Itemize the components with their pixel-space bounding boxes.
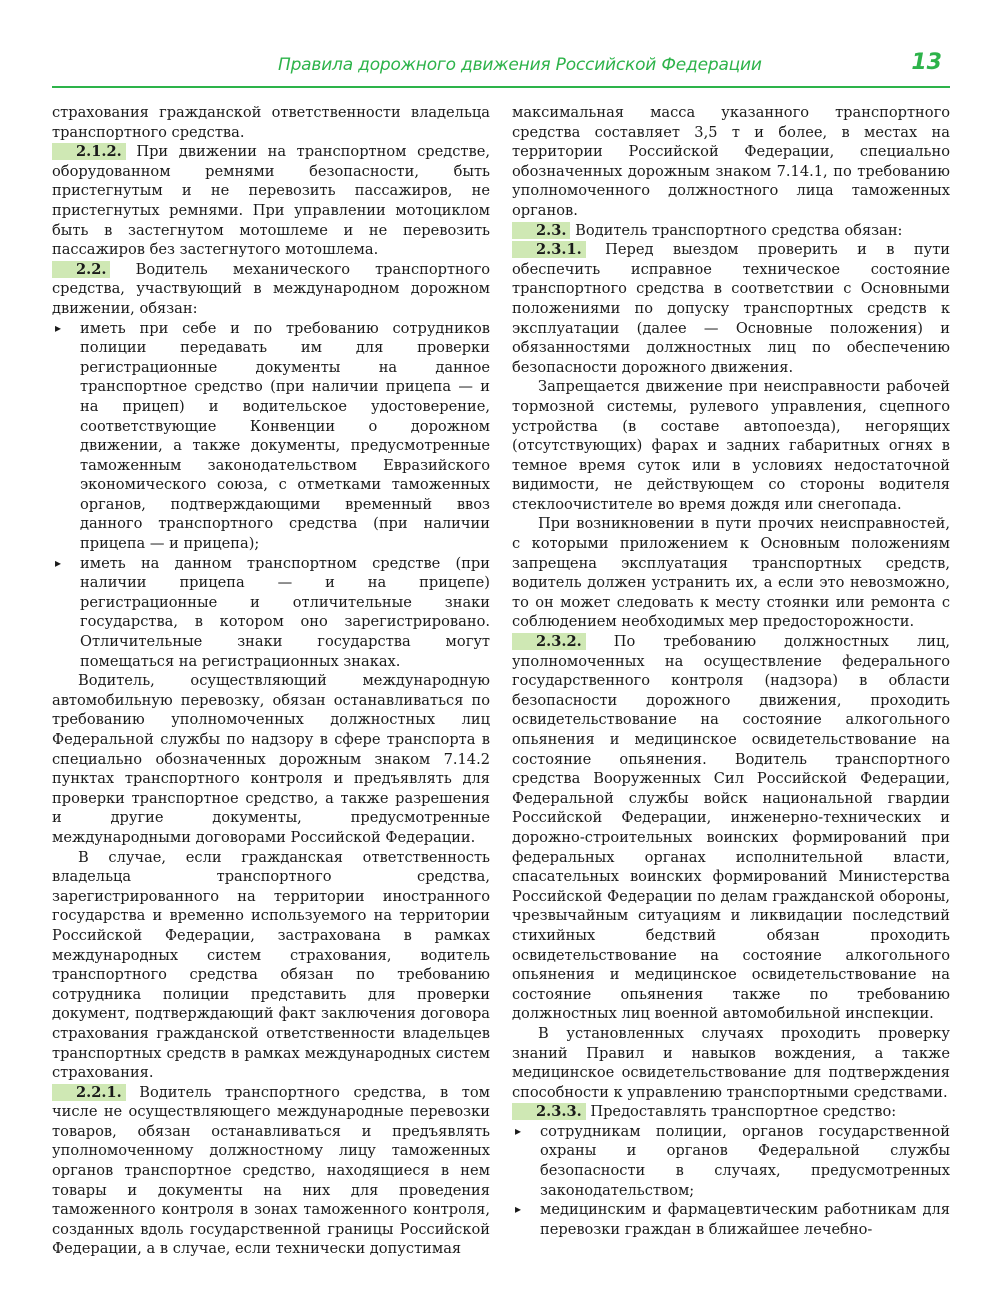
page-header [0, 0, 1000, 90]
list-item-text: иметь при себе и по требованию сотрудников полиции передавать им для проверки регистрационные документы на данное транспортное средство (при наличии прицепа — и на прицеп) и водительское удостоверение, соответствующие Конвенции о дорожном движении, а также документы, предусмотренные таможенным законодательством Евразийского экономического союза, с отметками таможенных органов, подтверждающими временный ввоз данного транспортного средства (при наличии прицепа — и прицепа); [80, 319, 490, 553]
section-number: 2.2.1. [52, 1084, 126, 1101]
section-number: 2.3.2. [512, 633, 586, 650]
list-item [52, 554, 490, 672]
section-number: 2.3.3. [512, 1103, 586, 1120]
paragraph-text: Водитель транспортного средства, в том числе не осуществляющего международные перевозки товаров, обязан останавливаться и предъявлять уполномоченному должностному лицу таможенных органов транспортное средство, находящиеся в нем товары и документы на них для проведения таможенного контроля в зонах таможенного контроля, созданных вдоль государственной границы Российской Федерации, а в случае, если технически допустимая [52, 1083, 490, 1258]
triangle-bullet-icon: ▸ [515, 1123, 522, 1138]
paragraph: Водитель, осуществляющий международную автомобильную перевозку, обязан останавливаться по требованию уполномоченных должностных лиц Федеральной службы по надзору в сфере транспорта в специально обозначенных дорожным знаком 7.14.2 пунктах транспортного контроля и предъявлять для проверки транспортное средство, а также разрешения и другие документы, предусмотренные международными договорами Российской Федерации. [52, 672, 490, 846]
paragraph-text: По требованию должностных лиц, уполномоченных на осуществление федерального государственного контроля (надзора) в области безопасности дорожного движения, проходить освидетельствование на состояние алкогольного опьянения и медицинское освидетельствование на состояние опьянения. Водитель транспортного средства Вооруженных Сил Российской Федерации, Федеральной службы войск национальной гвардии Российской Федерации, инженерно-технических и дорожно-строительных воинских формирований при федеральных органах исполнительной власти, спасательных воинских формирований Министерства Российской Федерации по делам гражданской обороны, чрезвычайным ситуациям и ликвидации последствий стихийных бедствий обязан проходить освидетельствование на состояние алкогольного опьянения и медицинское освидетельствование на состояние опьянения также по требованию должностных лиц военной автомобильной инспекции. [512, 633, 950, 1023]
list-item-text: иметь на данном транспортном средстве (при наличии прицепа — и на прицепе) регистрационные и отличительные знаки государства, в котором оно зарегистрировано. Отличительные знаки государства могут помещаться на регистрационных знаках. [80, 554, 490, 670]
section-number: 2.3.1. [512, 241, 586, 258]
paragraph: страхования гражданской ответственности владельца транспортного средства. [52, 104, 490, 141]
paragraph-text: Водитель механического транспортного средства, участвующий в международном дорожном движении, обязан: [52, 260, 490, 317]
section-2-3-1 [512, 240, 950, 377]
section-2-3 [512, 221, 950, 241]
header-divider [52, 86, 950, 88]
paragraph: максимальная масса указанного транспортного средства составляет 3,5 т и более, в местах на территории Российской Федерации, специально обозначенных дорожным знаком 7.14.1, по требованию уполномоченного должностного лица таможенных органов. [512, 104, 950, 219]
section-number: 2.1.2. [52, 143, 126, 160]
paragraph: При возникновении в пути прочих неисправностей, с которыми приложением к Основным положениям запрещена эксплуатация транспортных средств, водитель должен устранить их, а если это невозможно, то он может следовать к месту стоянки или ремонта с соблюдением необходимых мер предосторожности. [512, 515, 950, 631]
paragraph: В установленных случаях проходить проверку знаний Правил и навыков вождения, а также медицинское освидетельствование для подтверждения способности к управлению транспортными средствами. [512, 1024, 950, 1101]
page-number: 13 [911, 50, 942, 75]
triangle-bullet-icon: ▸ [55, 320, 62, 335]
triangle-bullet-icon: ▸ [55, 555, 62, 570]
section-2-2 [52, 260, 490, 319]
list-item-text: сотрудникам полиции, органов государственной охраны и органов Федеральной службы безопасности в случаях, предусмотренных законодательством; [540, 1122, 950, 1199]
paragraph-text: При движении на транспортном средстве, оборудованном ремнями безопасности, быть пристегнутым и не перевозить пассажиров, не пристегнутых ремнями. При управлении мотоциклом быть в застегнутом мотошлеме и не перевозить пассажиров без застегнутого мотошлема. [52, 143, 490, 259]
list-item [512, 1200, 950, 1239]
running-title: Правила дорожного движения Российской Федерации [278, 55, 762, 75]
left-column [52, 103, 490, 1259]
paragraph-text: Предоставлять транспортное средство: [590, 1103, 897, 1121]
paragraph: В случае, если гражданская ответственность владельца транспортного средства, зарегистрированного на территории иностранного государства и временно используемого на территории Российской Федерации, застрахована в рамках международных систем страхования, водитель транспортного средства обязан по требованию сотрудника полиции представить для проверки документ, подтверждающий факт заключения договора страхования гражданской ответственности владельцев транспортных средств в рамках международных систем страхования. [52, 848, 490, 1082]
section-number: 2.3. [512, 222, 570, 239]
section-2-2-1 [52, 1083, 490, 1259]
section-number: 2.2. [52, 261, 110, 278]
paragraph: Запрещается движение при неисправности рабочей тормозной системы, рулевого управления, сцепного устройства (в составе автопоезда), негорящих (отсутствующих) фарах и задних габаритных огнях в темное время суток или в условиях недостаточной видимости, не действующем со стороны водителя стеклоочистителе во время дождя или снегопада. [512, 378, 950, 513]
right-column [512, 103, 950, 1239]
list-item [512, 1122, 950, 1200]
list-item [52, 319, 490, 554]
section-2-3-2 [512, 632, 950, 1024]
triangle-bullet-icon: ▸ [515, 1202, 522, 1217]
list-item-text: медицинским и фармацевтическим работникам для перевозки граждан в ближайшее лечебно- [540, 1201, 950, 1238]
section-2-1-2 [52, 142, 490, 260]
paragraph-text: Водитель транспортного средства обязан: [575, 221, 903, 239]
paragraph-text: Перед выездом проверить и в пути обеспечить исправное техническое состояние транспортного средства в соответствии с Основными положениями по допуску транспортных средств к эксплуатации (далее — Основные положения) и обязанностями должностных лиц по обеспечению безопасности дорожного движения. [512, 241, 951, 376]
section-2-3-3 [512, 1102, 950, 1122]
